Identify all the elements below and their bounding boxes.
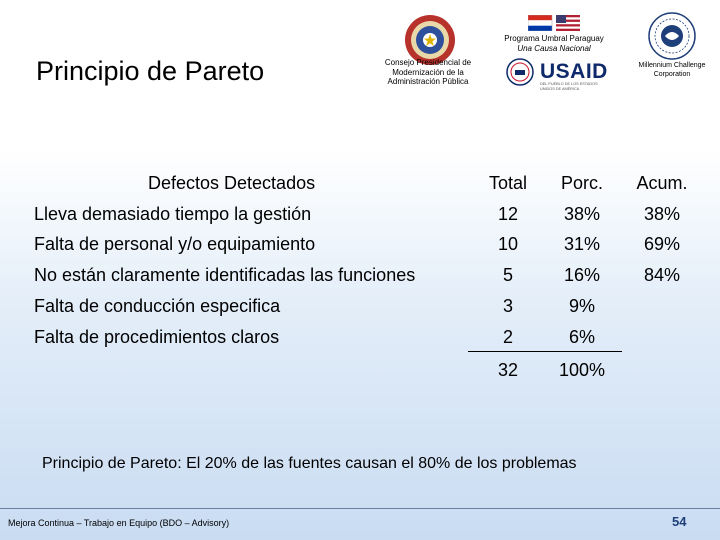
usaid-caption: DEL PUEBLO DE LOS ESTADOS UNIDOS DE AMÉRICA — [540, 82, 598, 91]
row-3-porc: 16% — [563, 265, 601, 285]
row-2-defecto: Falta de personal y/o equipamiento — [34, 234, 316, 254]
row-1-porc: 38% — [563, 204, 601, 224]
page-number: 54 — [672, 514, 687, 529]
row-4-defecto: Falta de conducción especifica — [34, 296, 281, 316]
totals-porc: 100% — [558, 360, 606, 380]
flags-icon — [528, 15, 580, 31]
row-4-total: 3 — [502, 296, 513, 316]
row-1-total: 12 — [497, 204, 519, 224]
mcc-seal-icon — [648, 12, 696, 60]
row-3-total: 5 — [502, 265, 513, 285]
footer-divider — [0, 508, 720, 509]
header-defectos: Defectos Detectados — [148, 173, 316, 193]
usaid-seal-icon — [506, 58, 534, 86]
programa-umbral-logo — [498, 34, 610, 54]
row-3-acum: 84% — [643, 265, 681, 285]
row-2-acum: 69% — [643, 234, 681, 254]
totals-total: 32 — [497, 360, 519, 380]
row-5-porc: 6% — [568, 327, 595, 347]
row-4-porc: 9% — [568, 296, 595, 316]
header-porc: Porc. — [560, 173, 603, 193]
programa-title: Programa Umbral Paraguay — [504, 34, 604, 43]
usaid-wordmark: USAID — [540, 60, 608, 83]
row-1-acum: 38% — [643, 204, 681, 224]
row-1-defecto: Lleva demasiado tiempo la gestión — [34, 204, 312, 224]
slide-title: Principio de Pareto — [36, 56, 265, 86]
programa-subtitle: Una Causa Nacional — [517, 44, 591, 53]
footer-text: Mejora Continua – Trabajo en Equipo (BDO – Advisory) — [8, 518, 230, 528]
row-2-total: 10 — [497, 234, 519, 254]
totals-divider — [468, 351, 622, 352]
row-3-defecto: No están claramente identificadas las funciones — [34, 265, 416, 285]
pareto-note: Principio de Pareto: El 20% de las fuentes causan el 80% de los problemas — [42, 455, 577, 472]
row-5-total: 2 — [502, 327, 513, 347]
header-acum: Acum. — [636, 173, 688, 193]
row-2-porc: 31% — [563, 234, 601, 254]
consejo-logo-text: Consejo Presidencial de Modernización de la Administración Pública — [384, 58, 472, 86]
header-total: Total — [488, 173, 528, 193]
row-5-defecto: Falta de procedimientos claros — [34, 327, 280, 347]
mcc-logo-text: Millennium Challenge Corporation — [638, 62, 706, 78]
